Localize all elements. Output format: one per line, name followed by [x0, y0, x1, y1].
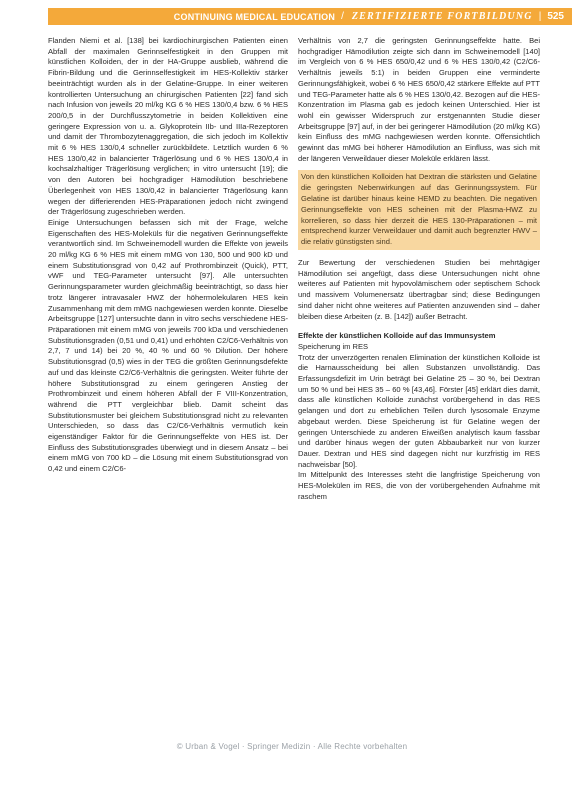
header-pipe: | [538, 11, 542, 22]
section-title-de: ZERTIFIZIERTE FORTBILDUNG [351, 11, 533, 22]
sub-heading: Speicherung im RES [298, 341, 369, 351]
right-column [298, 36, 540, 502]
section-title: CONTINUING MEDICAL EDUCATION [173, 11, 336, 22]
highlight-text: Von den künstlichen Kolloiden hat Dextran die stärksten und Gelatine die geringsten Nebenwirkungen auf das Gerinnungssystem. Für Gelatine ist darüber hinaus keine HEMD zu beachten. Die negativen Gerinnungseffekte von HES scheinen mit der Plasma-HWZ zu korrelieren, so dass hier derzeit die HES 130-Präparationen – mit entsprechend kurzer Verweildauer und damit auch begrenzter HWV – die relativ günstigsten sind. [301, 172, 537, 247]
paragraph: Einige Untersuchungen befassen sich mit der Frage, welche Eigenschaften des HES-Moleküls für die negativen Gerinnungseffekte verantwortlich sind. Im Schweinemodell wurden die Effekte von jeweils 20 ml/kg KG 6 % HES mit einem mMG von 130, 500 und 900 kD und einem Substitutionsgrad von 0,42 auf Prothrombinzeit (Quick), PTT, vWF und TEG-Parameter untersucht [97]. Alle untersuchten Gerinnungsparameter wurden gleichmäßig beeinträchtigt, so dass hier trotz längerer intravasaler HWZ der höhermolekularen HES kein Zusammenhang mit dem mMG nachgewiesen werden konnte. Dieselbe Arbeitsgruppe [127] untersuchte dann in vitro sechs verschiedene HES-Präparationen mit einem mMG von jeweils 700 kDa und verschiedenen Substitutionsgraden (0,51 und 0,41) und erhöhten C2/C6-Verhältnis von 2,7, 7 und 14) bei 20 %, 40 % und 60 % Dilution. Der höhere Substitutionsgrad (0,5) wies in der TEG die größten Gerinnungsdefekte auf und das kleinste C2/C6-Verhältnis die geringsten. Weiter führte der höhere Substitutionsgrad zu einem geringeren Anstieg der Prothrombinzeit und einem höheren Abfall der F VIII-Konzentration, während die PTT vergleichbar blieb. Damit scheint das Substitutionsmuster bei gleichem Substitutionsgrad nicht zu relevanten Unterschieden, so dass das C2/C6-Verhältnis vermutlich kein eigenständiger Faktor für die Gerinnungseffekte von HES ist. Der Einfluss des Substitutionsgrades überwiegt und in diesem Ansatz – bei einem mMG von 700 kD – die Lösung mit einem Substitutionsgrad von 0,42 und einem C2/C6- [48, 217, 288, 474]
page-number: 525 [547, 11, 564, 22]
copyright-text: © Urban & Vogel · Springer Medizin · Alle Rechte vorbehalten [176, 741, 408, 751]
paragraph: Flanden Niemi et al. [138] bei kardiochirurgischen Patienten einen Abfall der maximalen Gerinnselfestigkeit in den Gruppen mit künstlichen Kolloiden, der in der HA-Gruppe ausblieb, während die Fibrin-Bildung und die Gerinnselfestigkeit im HES-Kollektiv stärker beeinträchtigt wurden als in der Gelatine-Gruppe. In einer weiteren kontrollierten Untersuchung an chirurgischen Patienten [22] fand sich nach Infusion von jeweils 20 ml/kg KG 6 % HES 130/0,4 bzw. 6 % HES 200/0,5 in der Durchflusszytometrie in beiden Kollektiven eine geringere Expression von u. a. Glykoprotein IIb- und IIIa-Rezeptoren und damit der Thrombozytenaggregation, die sich jedoch im Kollektiv mit 6 % HES 130/0,4 schneller zurückbildete. Letztlich wurden 6 % HES 130/0,42 in balancierter Trägerlösung und 6 % HES 130/0,4 in kochsalzhaltiger Trägerlösung verglichen; in vitro untersucht [19]; die von den Autoren bei hochgradiger Hämodilution beschriebene Überlegenheit von HES 130/0,42 in balancierter Trägerlösung kann wegen der differierenden HES-Präparationen jedoch nicht zwingend der Trägerlösung zugeschrieben werden. [48, 36, 288, 217]
paragraph: Zur Bewertung der verschiedenen Studien bei mehrtägiger Hämodilution sei angefügt, dass diese Untersuchungen nicht ohne weiteres auf Patienten mit hypovolämischem oder septischem Schock und massivem Volumenersatz übertragbar sind; diese Bedingungen sind daher nicht ohne weiteres auf Patienten anzuwenden sind – daher bleiben diese Arbeiten (z. B. [142]) außer Betracht. [298, 258, 540, 321]
left-column [48, 36, 288, 475]
paragraph: Im Mittelpunkt des Interesses steht die langfristige Speicherung von HES-Molekülen im RES, die von der vorübergehenden Aufnahme mit raschem [298, 470, 540, 501]
highlight-box [298, 170, 540, 250]
paragraph: Verhältnis von 2,7 die geringsten Gerinnungseffekte hatte. Bei hochgradiger Hämodilution zeigte sich dann im Schweinemodell [140] im Vergleich von 6 % HES 650/0,42 und 6 % HES 130/0,42 (C2/C6-Verhältnis jeweils 5:1) in beiden Gruppen eine verminderte Gerinnungsfähigkeit, wobei 6 % HES 650/0,42 stärkere Effekte auf PTT und TEG-Parameter hatte als 6 % HES 130/0,42. Bezogen auf die HES-Konzentration im Plasma gab es jedoch keinen Unterschied. Hier ist wohl ein gewisser Widerspruch zur erstgenannten Studie dieser Arbeitsgruppe [97] auf, in der bei geringerer Hämodilution (20 ml/kg KG) kein Einfluss des mMG nachgewiesen werden konnte. Offensichtlich gewinnt das mMG bei höherer Hämodilution an Einfluss, was sich mit der längeren Verweildauer dieser Moleküle erklären lässt. [298, 36, 540, 163]
footer [0, 732, 584, 760]
header-bar [48, 8, 572, 25]
section-heading: Effekte der künstlichen Kolloide auf das Immunsystem [298, 331, 496, 341]
header-separator: / [341, 11, 344, 22]
paragraph: Trotz der unverzögerten renalen Elimination der künstlichen Kolloide ist die Harnausscheidung bei allen Substanzen unvollständig. Das Erfassungsdefizit im Urin beträgt bei Gelatine 25 – 30 %, bei Dextran um 50 % und bei HES 35 – 60 % [43,46]. Förster [45] erklärt dies damit, dass alle künstlichen Kolloide zunächst vorübergehend in das RES gelangen und dort zu erheblichen Teilen durch lysosomale Enzyme abgebaut werden. Diese Speicherung ist für Gelatine wegen der geringen Unterschiede zu anderen Eiweißen analytisch kaum fassbar und darüber hinaus wegen der guten Abbaubarkeit nur von kurzer Dauer. Dextran und HES sind dagegen nicht nur kurzfristig im RES nachweisbar [50]. [298, 352, 540, 469]
